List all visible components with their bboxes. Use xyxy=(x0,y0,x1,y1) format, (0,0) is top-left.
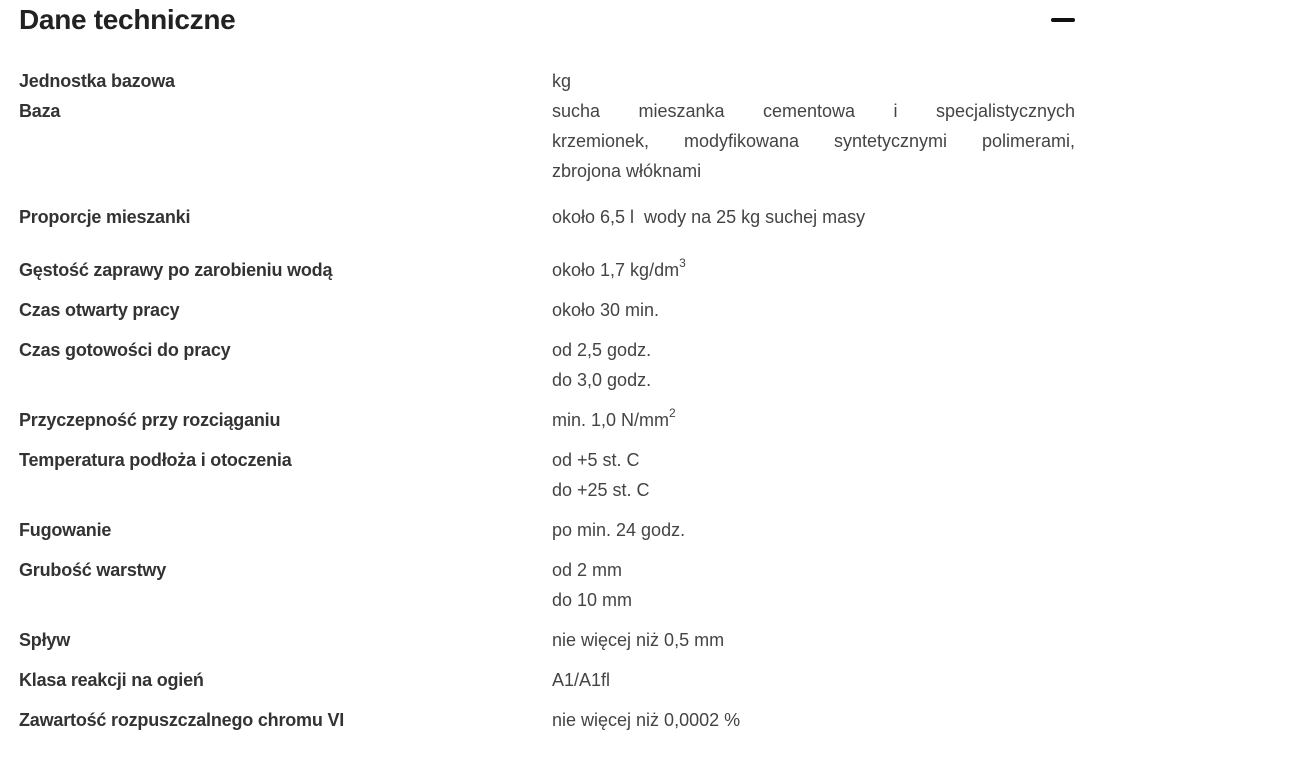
spec-row-przyczepnosc xyxy=(19,405,1075,435)
spec-label: Grubość warstwy xyxy=(19,560,167,580)
spec-value xyxy=(552,705,1075,735)
spec-label: Jednostka bazowa xyxy=(19,71,175,91)
spec-label: Baza xyxy=(19,101,61,121)
spec-value-line: około 30 min. xyxy=(552,300,660,320)
spec-value-line: do 10 mm xyxy=(552,590,633,610)
spec-value xyxy=(552,295,1075,325)
spec-label: Zawartość rozpuszczalnego chromu VI xyxy=(19,710,345,730)
spec-label: Klasa reakcji na ogień xyxy=(19,670,204,690)
spec-row-czas-gotowosci xyxy=(19,335,1075,395)
spec-value-line: krzemionek, modyfikowana syntetycznymi polimerami, xyxy=(552,131,1075,151)
spec-row-chrom-vi xyxy=(19,705,1075,735)
spec-row-gestosc-zaprawy xyxy=(19,255,1075,285)
spec-value xyxy=(552,665,1075,695)
spec-value-text: około 1,7 kg/dm xyxy=(552,260,680,280)
spec-value-line: nie więcej niż 0,0002 % xyxy=(552,710,741,730)
spec-label: Czas gotowości do pracy xyxy=(19,340,231,360)
spec-row-baza xyxy=(19,96,1075,186)
section-title: Dane techniczne xyxy=(19,4,236,35)
spec-label: Gęstość zaprawy po zarobieniu wodą xyxy=(19,260,333,280)
spec-row-klasa-reakcji xyxy=(19,665,1075,695)
spec-label: Fugowanie xyxy=(19,520,112,540)
collapse-button[interactable] xyxy=(1051,8,1075,32)
spec-value xyxy=(552,66,1075,96)
spec-value-line: A1/A1fl xyxy=(552,670,611,690)
spec-value xyxy=(552,255,1075,285)
spec-value-line: do 3,0 godz. xyxy=(552,370,652,390)
spec-value-line: zbrojona włóknami xyxy=(552,161,702,181)
minus-icon xyxy=(1051,18,1075,22)
spec-label: Temperatura podłoża i otoczenia xyxy=(19,450,292,470)
spec-value-line: kg xyxy=(552,71,572,91)
superscript: 3 xyxy=(679,256,686,270)
spec-row-fugowanie xyxy=(19,515,1075,545)
spec-row-splyw xyxy=(19,625,1075,655)
spec-value xyxy=(552,515,1075,545)
spec-value-line: od 2,5 godz. xyxy=(552,340,652,360)
spec-value-line: sucha mieszanka cementowa i specjalistycznych xyxy=(552,101,1075,121)
spec-row-jednostka-bazowa xyxy=(19,66,1075,96)
spec-value xyxy=(552,202,1075,232)
spec-label: Proporcje mieszanki xyxy=(19,207,191,227)
spec-table xyxy=(19,66,1075,735)
spec-row-proporcje-mieszanki xyxy=(19,202,1075,232)
spec-value xyxy=(552,445,1075,505)
spec-label: Spływ xyxy=(19,630,71,650)
spec-value xyxy=(552,96,1075,186)
spec-label: Przyczepność przy rozciąganiu xyxy=(19,410,281,430)
spec-row-temperatura xyxy=(19,445,1075,505)
spec-row-czas-otwarty-pracy xyxy=(19,295,1075,325)
technical-data-section xyxy=(19,0,1075,730)
spec-value-line: od 2 mm xyxy=(552,560,623,580)
spec-value-line: do +25 st. C xyxy=(552,480,650,500)
spec-value-line: od +5 st. C xyxy=(552,450,640,470)
spec-value xyxy=(552,555,1075,615)
spec-value xyxy=(552,625,1075,655)
spec-label: Czas otwarty pracy xyxy=(19,300,180,320)
spec-value-line: po min. 24 godz. xyxy=(552,520,686,540)
spec-value-line: nie więcej niż 0,5 mm xyxy=(552,630,725,650)
section-header[interactable] xyxy=(19,0,1075,56)
spec-value xyxy=(552,405,1075,435)
spec-value-text: min. 1,0 N/mm xyxy=(552,410,670,430)
spec-row-grubosc-warstwy xyxy=(19,555,1075,615)
spec-value xyxy=(552,335,1075,395)
superscript: 2 xyxy=(669,406,676,420)
spec-value-line: około 6,5 l wody na 25 kg suchej masy xyxy=(552,207,866,227)
